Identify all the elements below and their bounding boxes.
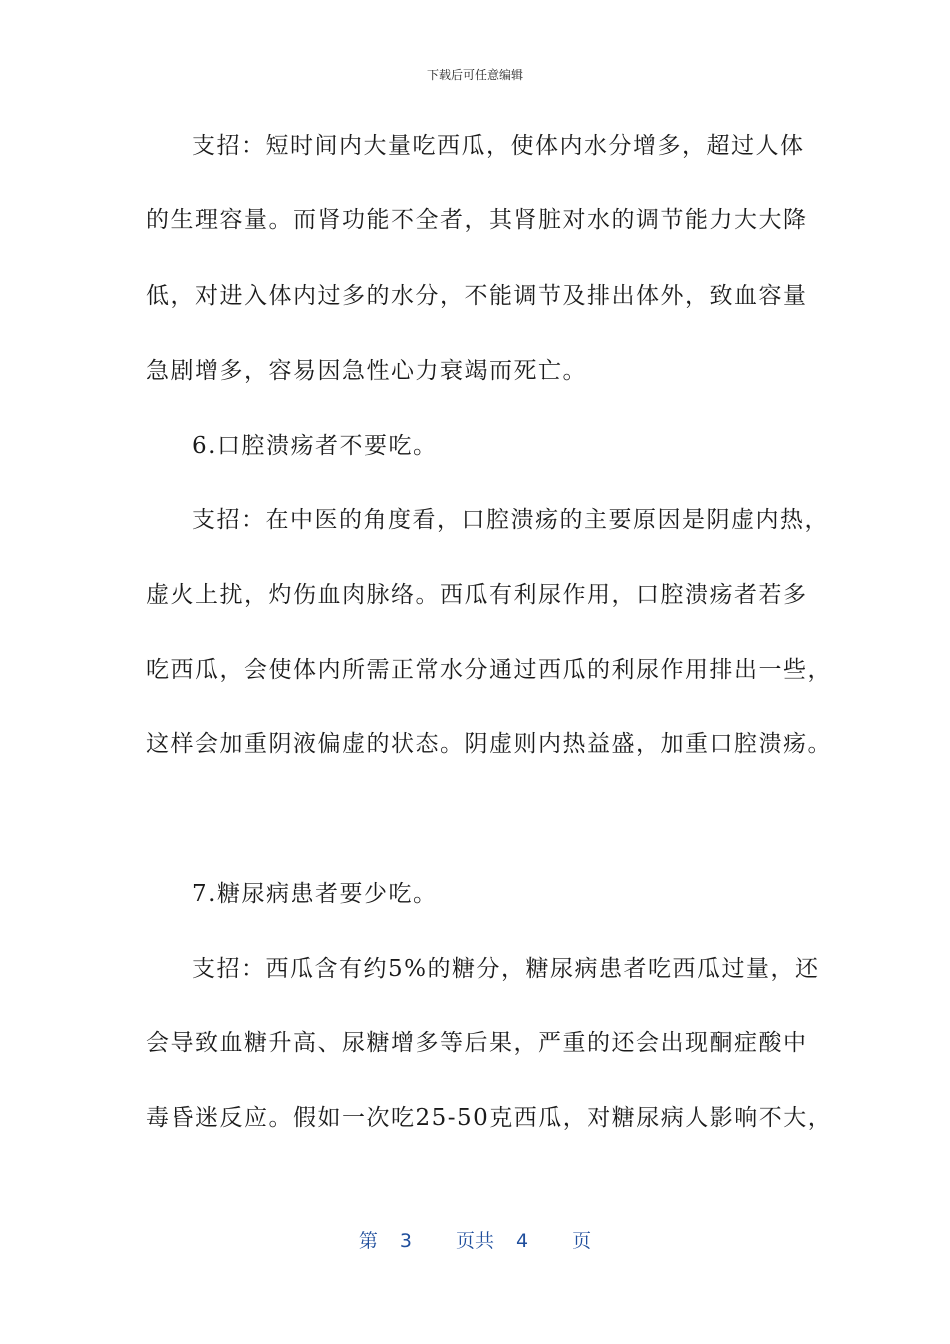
section-heading: 6.口腔溃疡者不要吃。 <box>192 433 438 459</box>
text-line: 毒昏迷反应。假如一次吃25-50克西瓜，对糖尿病人影响不大， <box>146 1105 833 1131</box>
text-line: 虚火上扰，灼伤血肉脉络。西瓜有利尿作用，口腔溃疡者若多 <box>146 582 808 608</box>
text-line: 会导致血糖升高、尿糖增多等后果，严重的还会出现酮症酸中 <box>146 1030 808 1056</box>
footer-suffix: 页 <box>572 1230 592 1252</box>
text-line: 支招：西瓜含有约5%的糖分，糖尿病患者吃西瓜过量，还 <box>192 956 820 982</box>
text-line: 这样会加重阴液偏虚的状态。阴虚则内热益盛，加重口腔溃疡。 <box>146 731 832 757</box>
total-pages-number: 4 <box>516 1230 529 1252</box>
current-page-number: 3 <box>399 1230 412 1252</box>
footer-middle: 页共 <box>455 1230 494 1252</box>
text-line: 低，对进入体内过多的水分，不能调节及排出体外，致血容量 <box>146 283 808 309</box>
section-heading: 7.糖尿病患者要少吃。 <box>192 881 438 907</box>
text-line: 急剧增多，容易因急性心力衰竭而死亡。 <box>146 358 587 384</box>
text-line: 的生理容量。而肾功能不全者，其肾脏对水的调节能力大大降 <box>146 207 808 233</box>
text-line: 吃西瓜，会使体内所需正常水分通过西瓜的利尿作用排出一些， <box>146 657 832 683</box>
page-footer <box>0 1226 950 1253</box>
footer-prefix: 第 <box>358 1230 378 1252</box>
page-header: 下载后可任意编辑 <box>426 68 523 82</box>
text-line: 支招：短时间内大量吃西瓜，使体内水分增多，超过人体 <box>192 133 805 159</box>
text-line: 支招：在中医的角度看，口腔溃疡的主要原因是阴虚内热， <box>192 507 829 533</box>
